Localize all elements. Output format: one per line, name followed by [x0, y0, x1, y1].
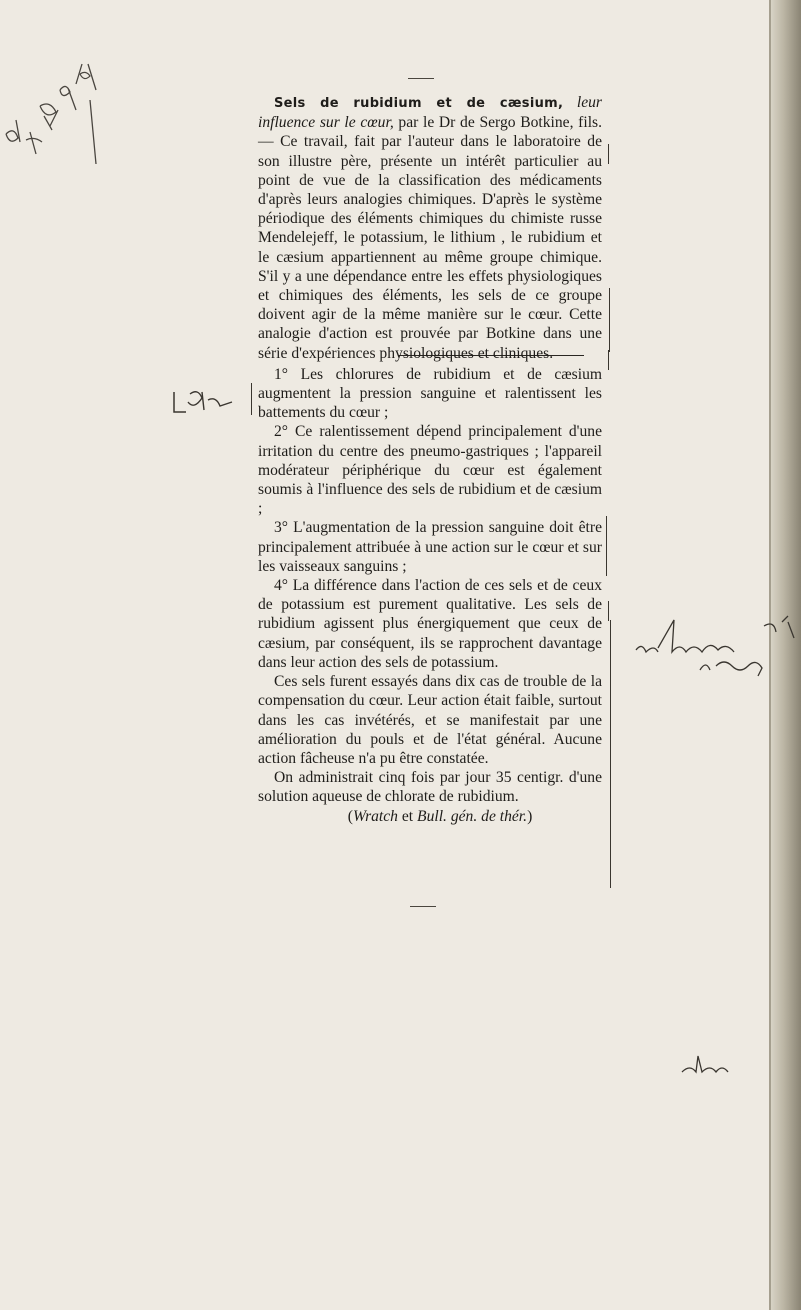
margin-bar-1 [608, 144, 609, 164]
margin-bar-7 [610, 620, 611, 888]
margin-bar-5 [606, 516, 607, 576]
article-intro-paragraph [258, 93, 602, 363]
source-conjunction: et [397, 807, 418, 825]
article-byline: par le Dr de Sergo Botkine, fils. [393, 114, 602, 132]
point-2: 2° Ce ralentissement dépend principalement d'une irritation du centre des pneumo-gastriques ; l'appareil modérateur périphérique du cœur est également soumis à l'influence des sels de rubidium et de cæsium ; [258, 423, 602, 518]
margin-bar-4 [251, 383, 252, 415]
article-title: Sels de rubidium et de cæsium, [274, 96, 564, 111]
point-4: 4° La différence dans l'action de ces sels et de ceux de potassium est purement qualitative. Les sels de rubidium agissent plus énergiquement que ceux de cæsium, par conséquent, ils se rapprochent davantage dans leur action des sels de potassium. [258, 577, 602, 671]
source-open: ( [347, 807, 353, 825]
article-intro-text: — Ce travail, fait par l'auteur dans le laboratoire de son illustre père, présente un intérêt particulier au point de vue de la classification des médicaments d'après leurs analogies chimiques. D'après le système périodique des éléments chimiques du chimiste russe Mendelejeff, le potassium, le lithium , le rubidium et le cæsium appartiennent au même groupe chimique. S'il y a une dépendance entre les effets physiologiques et chimiques des éléments, les sels de ce groupe doivent agir de la même manière sur le cœur. Cette analogie d'action est prouvée par Botkine dans une série d'expériences physiologiques et cliniques. [258, 133, 602, 362]
dosage-paragraph: On administrait cinq fois par jour 35 centigr. d'une solution aqueuse de chlorate de rubidium. [258, 769, 602, 806]
trials-paragraph: Ces sels furent essayés dans dix cas de trouble de la compensation du cœur. Leur action était faible, surtout dans les cas invétérés, et se manifestait par une amélioration du pouls et de l'état général. Aucune action fâcheuse n'a pu être constatée. [258, 673, 602, 767]
margin-bar-6 [608, 601, 609, 621]
bottom-separator [410, 906, 436, 907]
point-3: 3° L'augmentation de la pression sanguine doit être principalement attribuée à une action sur le cœur et sur les vaisseaux sanguins ; [258, 519, 602, 575]
article-subtitle: leur influence sur le cœur, [258, 94, 602, 132]
source-journal-2: Bull. gén. de thér. [417, 807, 528, 825]
margin-bar-3 [608, 350, 609, 370]
source-close: ) [527, 807, 533, 825]
point-1: 1° Les chlorures de rubidium et de cæsium augmentent la pression sanguine et ralentissent les battements du cœur ; [258, 365, 602, 422]
source-journal-1: Wratch [352, 807, 398, 825]
handwritten-annotation-top-left [0, 60, 110, 170]
top-separator [408, 78, 434, 79]
article-column [258, 93, 602, 826]
margin-bar-2 [609, 288, 610, 352]
source-citation [258, 807, 602, 826]
